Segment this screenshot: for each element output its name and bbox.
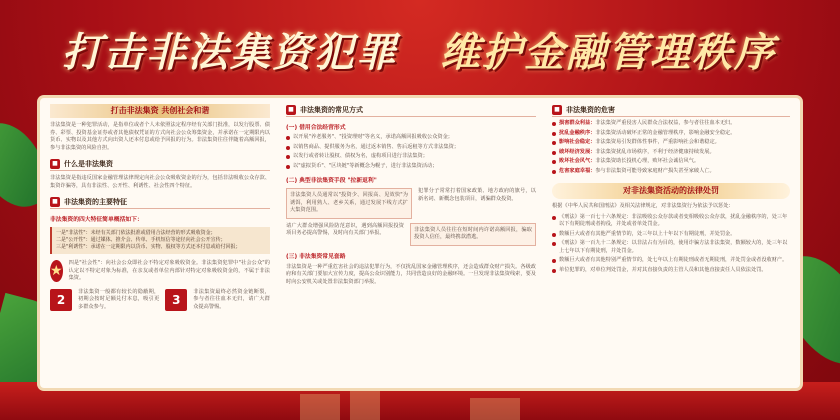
bullet-dot-icon	[286, 155, 290, 159]
two-column-text	[286, 188, 536, 219]
feature-item	[50, 260, 270, 283]
section-heading	[552, 104, 790, 117]
section-subhead: (三) 非法集资常见套路	[286, 253, 346, 260]
list-item-text: 《刑法》第一百七十六条规定：非法吸收公众存款或者变相吸收公众存款，扰乱金融秩序的，处三年以下有期徒刑或者拘役，并处或者单处罚金。	[559, 213, 788, 227]
closing-paragraph: 非法集资是一种严重危害社会的违法犯罪行为，不仅扰乱国家金融管理秩序，还会造成群众财产损失。各级政府和有关部门要加大宣传力度，提高公众识别能力，共同营造良好的金融环境。一旦发现非法集资线索，要及时向公安机关或处置非法集资部门举报。	[286, 263, 536, 285]
section-title: 非法集资的危害	[566, 106, 615, 114]
bullet-dot-icon	[286, 146, 290, 150]
section-subhead: (一) 借用合法经营形式	[286, 125, 346, 131]
harm-label: 破坏经济发展：	[559, 148, 596, 155]
list-item	[552, 149, 790, 157]
column-middle	[286, 104, 536, 382]
bullet-dot-icon	[286, 165, 290, 169]
building-silhouette	[470, 398, 520, 420]
bullet-dot-icon	[552, 151, 556, 155]
list-item	[552, 139, 790, 147]
harm-label: 扰乱金融秩序：	[559, 129, 596, 136]
feature-line: 三是"利诱性"：承诺在一定期限内以货币、实物、股权等方式还本付息或给付回报；	[56, 244, 241, 250]
list-item	[552, 130, 790, 138]
list-item	[552, 231, 790, 239]
section-subhead: 非法集资的四大特征简单概括如下：	[50, 217, 143, 223]
section-marker-icon: ■	[50, 197, 60, 207]
bullet-list	[286, 134, 536, 170]
list-item-text: 数额巨大或者有其他严重情节的，处三年以上十年以下有期徒刑，并处罚金。	[559, 230, 736, 237]
bullet-dot-icon	[552, 233, 556, 237]
harm-text: 非法集资扰乱市场秩序，不利于经济健康持续发展。	[595, 148, 715, 155]
paragraph: 犯罪分子常常打着国家政策、地方政府的旗号，以新名词、新概念包装项目，诱骗群众投资。	[418, 188, 536, 202]
list-item-text: 《刑法》第一百九十二条规定：以非法占有为目的，使用诈骗方法非法集资，数额较大的，处三年以上七年以下有期徒刑，并处罚金。	[559, 240, 788, 254]
harm-label: 危害家庭幸福：	[559, 167, 596, 174]
feature-line: 二是"公开性"：通过媒体、推介会、传单、手机短信等途径向社会公开宣传；	[56, 237, 226, 243]
feature-box	[50, 227, 270, 254]
section-title: 非法集资的常见方式	[300, 106, 363, 114]
main-title-right: 维护金融管理秩序	[440, 30, 776, 76]
list-item-text: 以开展"养老服务"、"投资理财"等名义，承诺高额回报吸收公众资金；	[293, 134, 453, 140]
list-item	[552, 158, 790, 166]
list-item-text: 以"虚拟货币"、"区块链"等新概念为幌子，进行非法集资活动；	[293, 162, 438, 169]
list-item	[552, 214, 790, 229]
building-silhouette	[350, 386, 380, 420]
section-heading	[286, 104, 536, 117]
content-panel	[40, 98, 800, 388]
section-marker-icon: ■	[286, 105, 296, 115]
section-marker-icon: ■	[552, 105, 562, 115]
bullet-dot-icon	[552, 216, 556, 220]
list-item-text: 以销售商品、提供服务为名，通过返本销售、售后返租等方式非法集资；	[293, 143, 460, 150]
harm-text: 非法集资严重侵害人民群众合法权益，参与者往往血本无归。	[595, 120, 736, 126]
list-item	[286, 144, 536, 152]
harm-label: 影响社会稳定：	[559, 139, 596, 145]
list-item	[286, 153, 536, 161]
number-badge: 2	[50, 289, 72, 311]
harm-list	[552, 120, 790, 175]
bullet-dot-icon	[552, 170, 556, 174]
main-title-left: 打击非法集资犯罪	[62, 30, 398, 76]
number-badge: 3	[165, 289, 187, 311]
bullet-dot-icon	[286, 136, 290, 140]
bullet-dot-icon	[552, 242, 556, 246]
bullet-dot-icon	[552, 160, 556, 164]
list-item	[552, 267, 790, 275]
column-right	[552, 104, 790, 382]
title-row	[0, 22, 840, 84]
section-title: 什么是非法集资	[64, 160, 113, 168]
harm-text: 非法集资助长投机心理，败坏社会诚信风气。	[595, 158, 700, 164]
law-banner: 对非法集资活动的法律处罚	[552, 183, 790, 199]
highlight-paragraph: 非法集资人员通常以"投资少、回报高、见效快"为诱饵，利用熟人、老乡关系，通过发展下线方式扩大集资范围。	[286, 188, 412, 219]
two-column-text	[286, 223, 536, 246]
list-item	[552, 240, 790, 255]
section-title: 非法集资的主要特征	[64, 198, 127, 206]
feature-item-text: 非法集资最终必然资金链断裂，参与者往往血本无归，请广大群众提高警惕。	[193, 288, 270, 310]
harm-label: 败坏社会风气：	[559, 158, 596, 164]
section-heading	[50, 196, 270, 209]
bullet-dot-icon	[552, 269, 556, 273]
list-item-text: 数额巨大或者有其他特别严重情节的，处七年以上有期徒刑或者无期徒刑，并处罚金或者没收财产。	[559, 257, 788, 263]
section-paragraph: 非法集资是指违反国家金融管理法律规定向社会公众吸收资金的行为，包括非法吸收公众存款、集资诈骗等，具有非法性、公开性、利诱性、社会性四个特征。	[50, 175, 270, 189]
feature-line: 一是"非法性"：未经有关部门依法批准或借用合法经营的形式吸收资金；	[56, 230, 216, 236]
list-item-text: 单位犯罪的，对单位判处罚金，并对其直接负责的主管人员和其他直接责任人员依法处罚。	[559, 266, 767, 273]
harm-text: 参与非法集资可能导致家庭财产损失甚至家破人亡。	[595, 167, 715, 174]
paragraph: 请广大群众增强风险防范意识，遇到高额回报投资项目务必提高警惕，及时向有关部门举报。	[286, 222, 404, 236]
feature-item-text: 四是"社会性"：向社会公众即社会不特定对象吸收资金。非法集资犯罪中"社会公众"的认定以不特定对象为标准，在亲友或者单位内部针对特定对象吸收资金的，不属于非法集资。	[68, 260, 270, 281]
star-icon: ★	[50, 260, 63, 282]
bullet-dot-icon	[552, 132, 556, 136]
section-heading	[50, 158, 270, 171]
section-marker-icon: ■	[50, 159, 60, 169]
list-item	[552, 257, 790, 265]
column-ribbon: 打击非法集资 共创社会和谐	[50, 104, 270, 118]
bullet-dot-icon	[552, 141, 556, 145]
harm-text: 非法集资活动破坏正常的金融管理秩序，影响金融安全稳定。	[595, 129, 736, 136]
feature-item	[50, 289, 270, 312]
intro-paragraph: 非法集资是一种犯罪活动，是指单位或者个人未依照法定程序经有关部门批准，以发行股票、债券、彩票、投资基金证券或者其他债权凭证的方式向社会公众筹集资金，并承诺在一定期限内以货币、实物以及其他方式向出资人还本付息或给予回报的行为。非法集资往往伴随着高额回报，参与非法集资的风险自担。	[50, 122, 270, 151]
list-item	[286, 163, 536, 171]
section-subhead: (二) 典型非法集资手段 "拉新返利"	[286, 178, 377, 184]
bullet-dot-icon	[552, 259, 556, 263]
highlight-paragraph: 非法集资人员往往在短时间内许诺高额回报，骗取投资人信任，最终携款潜逃。	[410, 223, 536, 246]
feature-item-text: 非法集资一般都有较长的隐蔽期，初期会按时足额兑付本息，吸引更多群众参与。	[78, 288, 160, 310]
list-item	[552, 168, 790, 176]
harm-text: 非法集资易引发群体性事件，严重影响社会和谐稳定。	[595, 139, 720, 145]
list-item	[552, 120, 790, 128]
bullet-dot-icon	[552, 122, 556, 126]
law-list	[552, 214, 790, 275]
column-left	[50, 104, 270, 382]
law-intro: 根据《中华人民共和国刑法》及相关法律规定，对非法集资行为依法予以惩处：	[552, 203, 734, 209]
harm-label: 损害群众利益：	[559, 120, 596, 126]
list-item-text: 以发行或者转让股权、债权为名，虚构项目进行非法集资；	[293, 153, 428, 159]
list-item	[286, 134, 536, 142]
building-silhouette	[300, 394, 340, 420]
